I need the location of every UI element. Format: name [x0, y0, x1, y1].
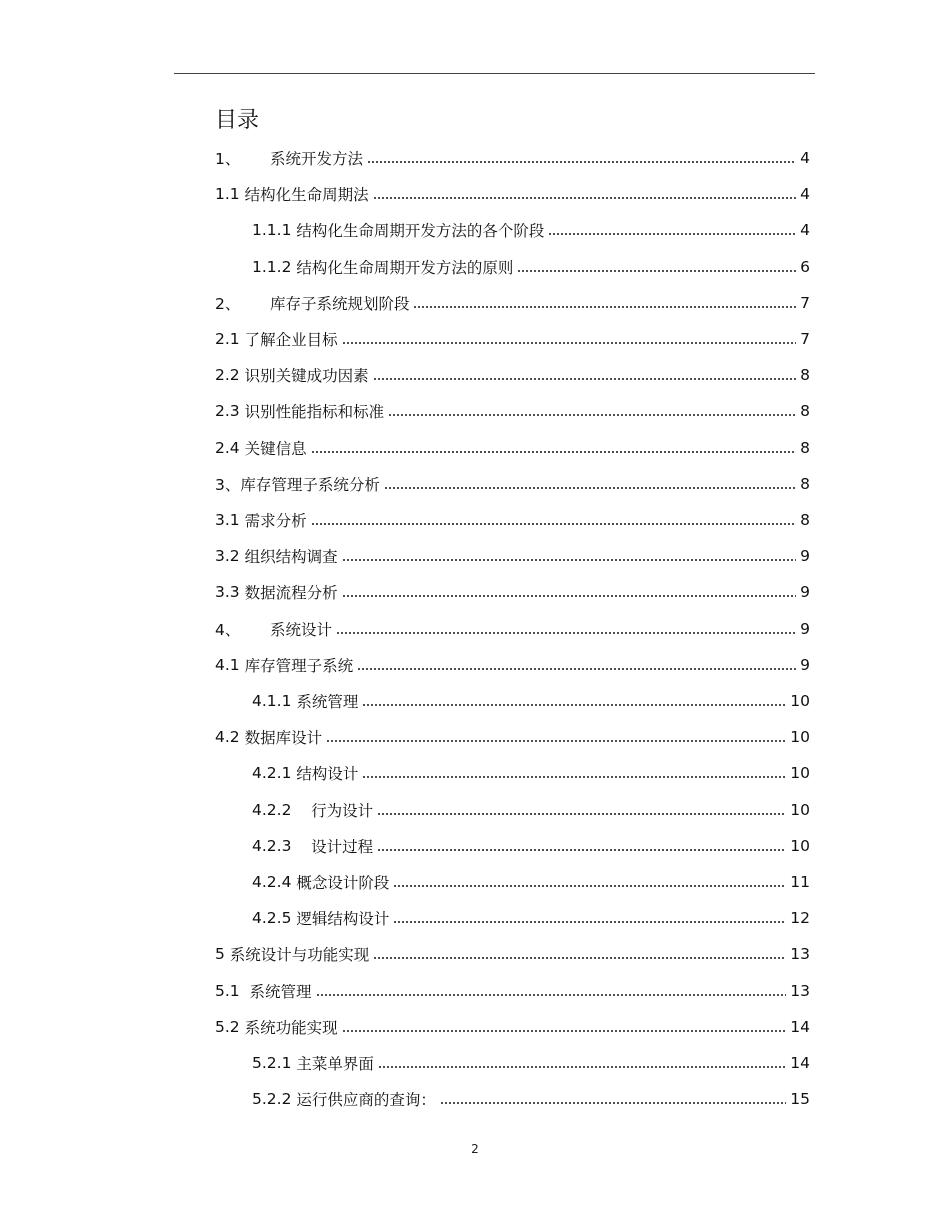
toc-entry-number: 4、 — [215, 620, 270, 639]
toc-entry-page: 11 — [790, 873, 810, 891]
dot-leader — [413, 296, 796, 310]
toc-entry[interactable] — [215, 1009, 810, 1045]
toc-entry-number: 5 — [215, 945, 230, 964]
toc-entry-title: 了解企业目标 — [244, 331, 338, 349]
toc-entry-title: 系统设计 — [269, 620, 332, 639]
toc-entry-number: 4.2 — [215, 728, 245, 747]
toc-entry-page: 6 — [800, 257, 810, 276]
dot-leader — [384, 477, 796, 491]
dot-leader — [373, 947, 786, 961]
toc-entry-page: 4 — [800, 221, 810, 240]
toc-entry[interactable] — [215, 502, 810, 538]
toc-entry-page: 13 — [790, 945, 810, 964]
toc-entry-title: 库存子系统规划阶段 — [269, 294, 410, 313]
toc-entry[interactable] — [252, 755, 810, 791]
dot-leader — [393, 911, 786, 925]
toc-entry-number: 2.2 — [215, 366, 245, 385]
toc-entry-title: 结构设计 — [296, 765, 359, 784]
toc-entry-page: 8 — [800, 511, 810, 529]
toc-entry[interactable] — [215, 430, 810, 466]
toc-entry-title: 数据流程分析 — [244, 584, 338, 603]
toc-entry[interactable] — [252, 249, 810, 285]
toc-entry-page: 8 — [800, 402, 810, 421]
toc-entry-number: 5.2.2 — [252, 1090, 297, 1109]
toc-entry-title: 关键信息 — [244, 439, 307, 458]
toc-entry-number: 5.1 — [215, 981, 250, 1000]
dot-leader — [377, 803, 786, 817]
toc-entry[interactable] — [215, 393, 810, 429]
toc-entry[interactable] — [252, 683, 810, 719]
toc-entry-title: 结构化生命周期开发方法的各个阶段 — [296, 222, 545, 241]
toc-entry-title: 识别关键成功因素 — [244, 367, 369, 386]
toc-entry-title: 识别性能指标和标准 — [244, 403, 385, 422]
toc-entry-number: 2.4 — [215, 438, 245, 457]
toc-entry-number: 4.1 — [215, 655, 245, 674]
header-rule — [174, 73, 815, 74]
toc-entry[interactable] — [215, 176, 810, 212]
dot-leader — [373, 368, 796, 382]
toc-entry-page: 8 — [800, 474, 810, 493]
toc-entry[interactable] — [215, 574, 810, 610]
dot-leader — [311, 513, 796, 527]
toc-entry-page: 4 — [800, 149, 810, 167]
toc-entry-number: 4.2.1 — [252, 764, 297, 783]
toc-entry-title: 库存管理子系统 — [244, 656, 354, 675]
toc-entry-number: 5.2 — [215, 1017, 245, 1036]
toc-entry[interactable] — [215, 140, 810, 176]
toc-entry-number: 4.2.2 — [252, 800, 312, 819]
dot-leader — [393, 875, 786, 889]
toc-entry-number: 3、 — [215, 475, 241, 494]
dot-leader — [311, 441, 796, 455]
toc-entry[interactable] — [215, 647, 810, 683]
toc-entry-title: 数据库设计 — [244, 729, 323, 748]
dot-leader — [342, 585, 796, 599]
toc-entry-number: 5.2.1 — [252, 1054, 297, 1072]
dot-leader — [378, 1056, 786, 1070]
toc-entry[interactable] — [252, 828, 810, 864]
toc-entry-title: 概念设计阶段 — [296, 874, 390, 892]
toc-entry-title: 逻辑结构设计 — [296, 910, 390, 929]
dot-leader — [342, 1020, 787, 1034]
toc-entry-page: 13 — [790, 981, 810, 1000]
dot-leader — [342, 332, 796, 346]
dot-leader — [440, 1092, 786, 1106]
toc-entry-page: 9 — [800, 619, 810, 638]
toc-entry-number: 3.3 — [215, 583, 245, 602]
dot-leader — [342, 549, 796, 563]
toc-entry-page: 7 — [800, 293, 810, 312]
toc-entry-page: 4 — [800, 185, 810, 204]
toc-entry-page: 9 — [800, 583, 810, 602]
toc-entry[interactable] — [252, 212, 810, 248]
toc-entry[interactable] — [215, 611, 810, 647]
dot-leader — [548, 223, 796, 237]
toc-entry-title: 行为设计 — [311, 801, 374, 820]
toc-entry-number: 4.2.4 — [252, 873, 297, 891]
toc-entry-title: 系统设计与功能实现 — [229, 946, 370, 965]
toc-entry-page: 7 — [800, 330, 810, 348]
toc-entry-page: 14 — [790, 1054, 810, 1072]
toc-entry-page: 12 — [790, 909, 810, 928]
toc-entry-number: 4.2.5 — [252, 909, 297, 928]
dot-leader — [362, 766, 786, 780]
toc-entry-number: 4.2.3 — [252, 836, 312, 855]
toc-entry-title: 运行供应商的查询： — [296, 1091, 436, 1110]
toc-entry[interactable] — [215, 285, 810, 321]
toc-entry-number: 2、 — [215, 294, 270, 313]
toc-entry-page: 10 — [790, 836, 810, 855]
toc-entry-number: 2.3 — [215, 402, 245, 421]
toc-entry-title: 系统功能实现 — [244, 1018, 338, 1037]
toc-entry-page: 10 — [790, 728, 810, 747]
toc-entry-page: 10 — [790, 692, 810, 710]
toc-entry-number: 3.1 — [215, 511, 245, 529]
toc-entry[interactable] — [252, 864, 810, 900]
toc-entry-title: 设计过程 — [311, 837, 374, 856]
toc-entry-page: 10 — [790, 764, 810, 783]
toc-entry-page: 8 — [800, 438, 810, 457]
toc-entry-title: 结构化生命周期开发方法的原则 — [296, 258, 514, 277]
toc-entry[interactable] — [215, 538, 810, 574]
toc-entry-title: 组织结构调查 — [244, 548, 338, 567]
toc-entry-number: 1.1.1 — [252, 221, 297, 240]
dot-leader — [336, 622, 796, 636]
toc-entry-page: 14 — [790, 1017, 810, 1036]
dot-leader — [517, 260, 796, 274]
dot-leader — [373, 187, 796, 201]
toc-entry-title: 需求分析 — [244, 512, 307, 530]
toc-entry[interactable] — [215, 973, 810, 1009]
toc-entry-number: 1.1 — [215, 185, 245, 204]
toc-entry[interactable] — [252, 792, 810, 828]
toc-entry[interactable] — [252, 1045, 810, 1081]
dot-leader — [362, 694, 786, 708]
toc-entry-title: 主菜单界面 — [296, 1055, 374, 1073]
dot-leader — [367, 151, 796, 165]
toc-entry[interactable] — [252, 900, 810, 936]
toc-entry[interactable] — [215, 466, 810, 502]
toc-entry-page: 15 — [790, 1090, 810, 1109]
toc-title: 目录 — [215, 108, 260, 133]
toc-entry-number: 4.1.1 — [252, 692, 297, 710]
toc-entry-page: 9 — [800, 655, 810, 674]
page-number: 2 — [471, 1142, 479, 1156]
toc-entry-title: 系统开发方法 — [269, 150, 363, 168]
toc-entry-number: 3.2 — [215, 547, 245, 566]
toc-entry-title: 库存管理子系统分析 — [240, 475, 380, 494]
dot-leader — [388, 404, 796, 418]
dot-leader — [316, 984, 787, 998]
toc-entry[interactable] — [215, 719, 810, 755]
toc-entry-page: 8 — [800, 366, 810, 385]
toc-entry[interactable] — [252, 1081, 810, 1117]
toc-entry[interactable] — [215, 357, 810, 393]
dot-leader — [377, 839, 786, 853]
dot-leader — [326, 730, 786, 744]
toc-entry-title: 系统管理 — [296, 693, 359, 711]
toc-entry[interactable] — [215, 321, 810, 357]
toc-entry-number: 2.1 — [215, 330, 245, 348]
toc-entry-page: 9 — [800, 547, 810, 566]
dot-leader — [357, 658, 796, 672]
toc-entry-number: 1.1.2 — [252, 257, 297, 276]
toc-entry-title: 结构化生命周期法 — [244, 186, 369, 205]
toc-entry-page: 10 — [790, 800, 810, 819]
toc-entry[interactable] — [215, 936, 810, 972]
toc-entry-title: 系统管理 — [249, 982, 312, 1001]
toc-entry-number: 1、 — [215, 150, 270, 168]
